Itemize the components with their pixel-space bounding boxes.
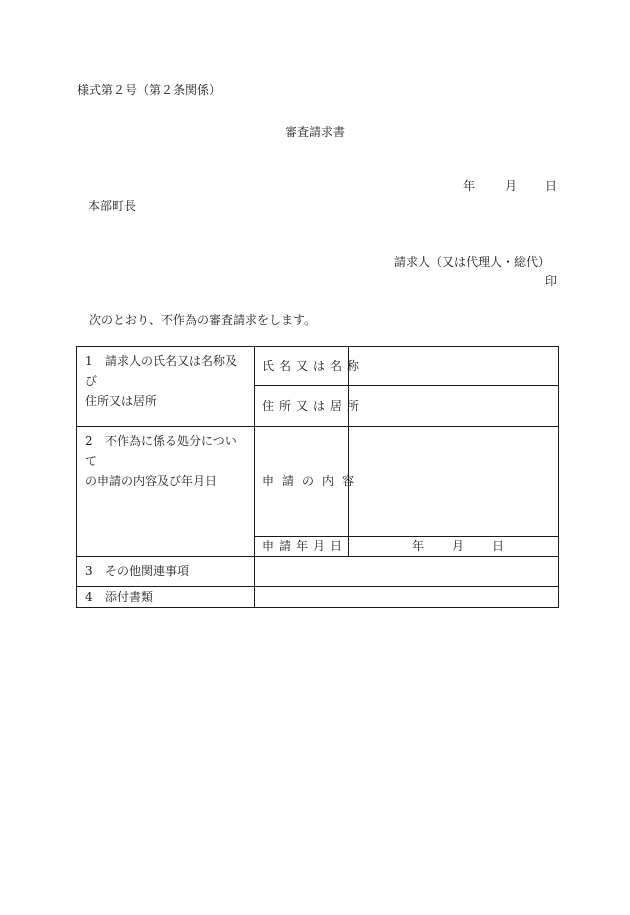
application-date-month: 月 bbox=[452, 539, 465, 554]
item-4-label: 添付書類 bbox=[105, 589, 154, 604]
item-1-number: 1 bbox=[85, 354, 93, 368]
application-date-day: 日 bbox=[492, 539, 505, 554]
item-2-number: 2 bbox=[85, 434, 93, 448]
address-label: 住所又は居所 bbox=[262, 398, 365, 413]
item-3-value-cell[interactable] bbox=[255, 557, 559, 587]
application-date-year: 年 bbox=[412, 539, 425, 554]
application-date-label: 申請年月日 bbox=[262, 539, 348, 554]
request-table bbox=[76, 346, 559, 608]
item-2-line2: の申請の内容及び年月日 bbox=[85, 474, 218, 488]
item-1-line2: 住所又は居所 bbox=[85, 394, 158, 408]
name-label-cell bbox=[255, 347, 365, 386]
name-label: 氏名又は名称 bbox=[262, 358, 365, 373]
application-content-label-cell bbox=[255, 427, 363, 537]
item-1-cell bbox=[77, 347, 255, 427]
item-4-value-cell[interactable] bbox=[255, 587, 559, 608]
date-month-label: 月 bbox=[504, 179, 517, 193]
item-2-cell bbox=[77, 427, 255, 557]
item-3-cell bbox=[77, 557, 255, 587]
item-4-cell bbox=[77, 587, 255, 608]
application-date-value-cell[interactable] bbox=[349, 537, 559, 557]
application-content-value-cell[interactable] bbox=[349, 427, 559, 537]
name-value-cell[interactable] bbox=[349, 347, 559, 386]
form-number: 様式第２号（第２条関係） bbox=[77, 83, 222, 97]
item-1-line1: 請求人の氏名又は名称及び bbox=[85, 354, 238, 388]
item-4-number: 4 bbox=[85, 589, 93, 604]
application-date-label-cell bbox=[255, 537, 349, 557]
date-day-label: 日 bbox=[544, 179, 557, 193]
recipient: 本部町長 bbox=[88, 199, 137, 213]
item-3-label: その他関連事項 bbox=[105, 564, 190, 579]
address-label-cell bbox=[255, 386, 365, 427]
document-title: 審査請求書 bbox=[284, 125, 345, 139]
date-line bbox=[463, 178, 557, 195]
item-2-line1: 不作為に係る処分について bbox=[85, 434, 237, 468]
requester-label: 請求人（又は代理人・総代） bbox=[393, 255, 550, 269]
application-content-label: 申請の内容 bbox=[262, 474, 363, 489]
intro-text: 次のとおり、不作為の審査請求をします。 bbox=[89, 313, 317, 327]
seal-mark: 印 bbox=[544, 274, 557, 288]
date-year-label: 年 bbox=[462, 179, 475, 193]
item-3-number: 3 bbox=[85, 564, 93, 579]
address-value-cell[interactable] bbox=[349, 386, 559, 427]
